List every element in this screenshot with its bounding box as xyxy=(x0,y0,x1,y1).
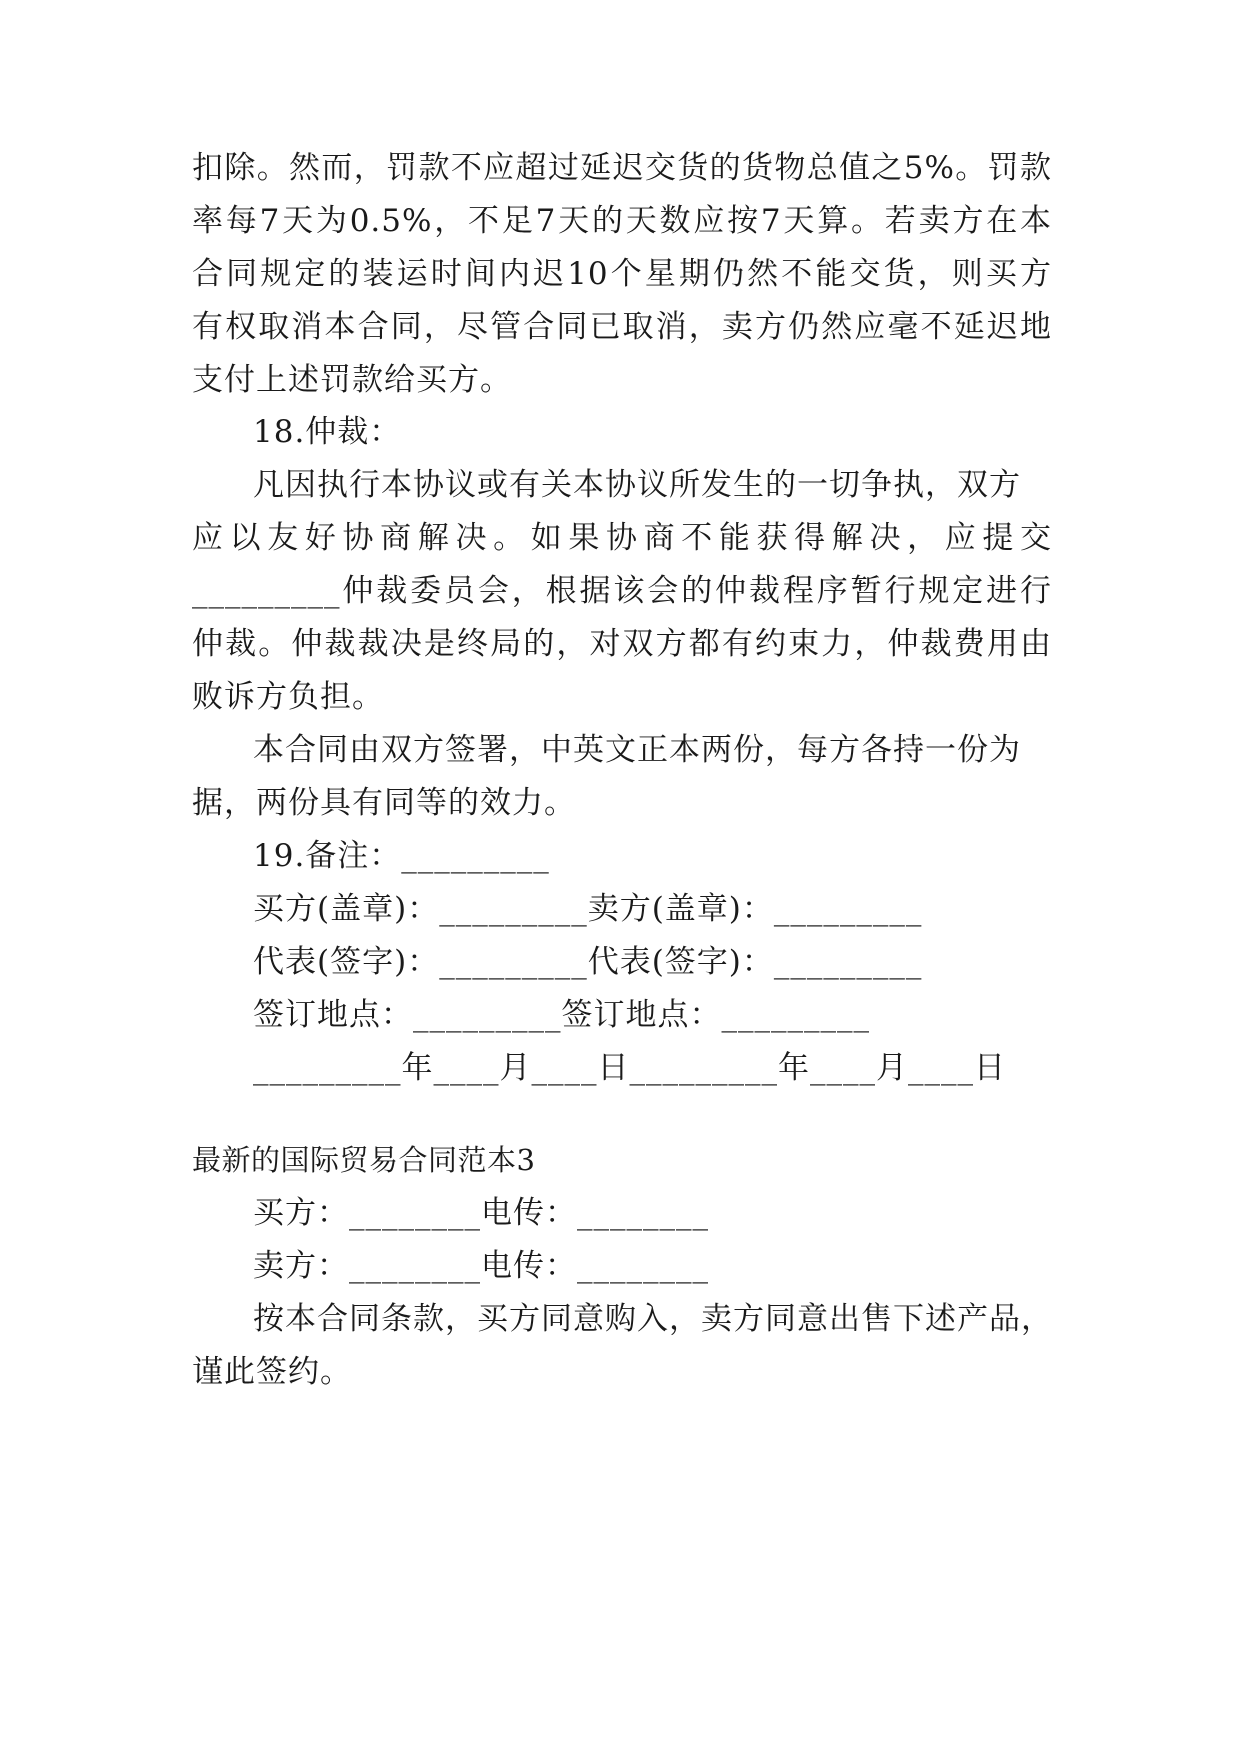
seal-field: 买方(盖章)：_________卖方(盖章)：_________ xyxy=(253,891,923,927)
remarks-field: 19.备注：_________ xyxy=(253,838,550,874)
paragraph-line: 率每7天为0.5%，不足7天的天数应按7天算。若卖方在本 xyxy=(192,203,1052,239)
paragraph-line: 据，两份具有同等的效力。 xyxy=(192,785,576,821)
paragraph-line: 扣除。然而，罚款不应超过延迟交货的货物总值之5%。罚款 xyxy=(192,150,1052,186)
paragraph-line: 按本合同条款，买方同意购入，卖方同意出售下述产品， xyxy=(253,1301,1053,1337)
paragraph-line: 应以友好协商解决。如果协商不能获得解决，应提交 xyxy=(192,520,1052,556)
buyer-field: 买方：________电传：________ xyxy=(253,1195,709,1231)
paragraph-line: 有权取消本合同，尽管合同已取消，卖方仍然应毫不延迟地 xyxy=(192,309,1052,345)
paragraph-line: 合同规定的装运时间内迟10个星期仍然不能交货，则买方 xyxy=(192,256,1052,292)
signature-field: 代表(签字)：_________代表(签字)：_________ xyxy=(253,944,923,980)
section-title: 最新的国际贸易合同范本3 xyxy=(192,1143,536,1177)
paragraph-line: 谨此签约。 xyxy=(192,1354,352,1390)
paragraph-line: 本合同由双方签署，中英文正本两份，每方各持一份为 xyxy=(253,732,1021,768)
paragraph-line: 败诉方负担。 xyxy=(192,679,384,715)
date-field: _________年____月____日_________年____月____日 xyxy=(253,1050,1006,1086)
paragraph-line: 支付上述罚款给买方。 xyxy=(192,362,512,398)
signing-place-field: 签订地点：_________签订地点：_________ xyxy=(253,997,870,1033)
paragraph-line: _________仲裁委员会，根据该会的仲裁程序暂行规定进行 xyxy=(192,573,1052,609)
paragraph-line: 凡因执行本协议或有关本协议所发生的一切争执，双方 xyxy=(253,467,1021,503)
section-heading-arbitration: 18.仲裁： xyxy=(253,414,402,450)
paragraph-line: 仲裁。仲裁裁决是终局的，对双方都有约束力，仲裁费用由 xyxy=(192,626,1052,662)
seller-field: 卖方：________电传：________ xyxy=(253,1248,709,1284)
